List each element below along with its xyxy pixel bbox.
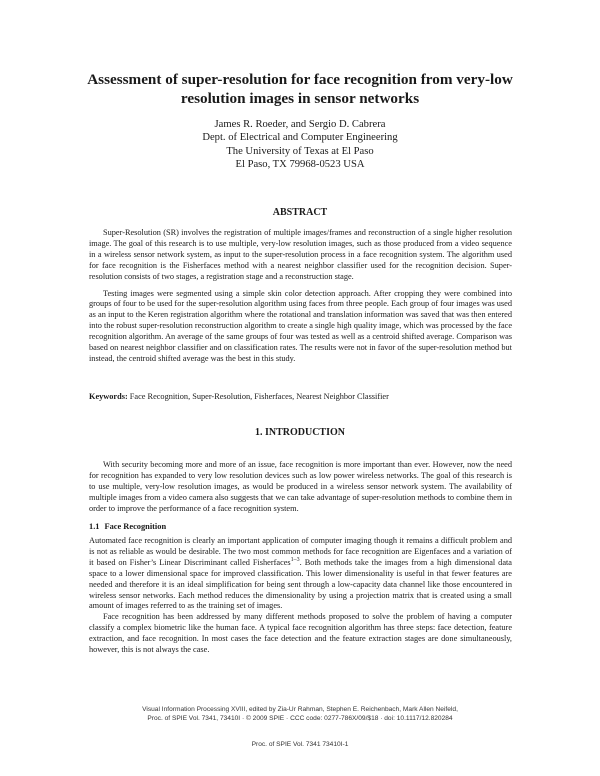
abstract-body [89,228,512,365]
section-1-1-heading [89,522,171,531]
author-block [100,118,500,172]
introduction-paragraph: With security becoming more and more of an issue, face recognition is more important than ever. However, now the need for recognition has expanded to very low resolution devices such as low power wireless networks. The goal of this research is to use multiple, very-low resolution images, as would be produced in a wireless sensor network system. The availability of multiple images from a video camera also suggests that we can take advantage of super-resolution methods to combine them in order to improve the performance of a face recognition system. [89,460,512,513]
author-university: The University of Texas at El Paso [226,145,374,157]
section-number: 1.1 [89,522,100,531]
footer-line: Proc. of SPIE Vol. 7341, 73410I · © 2009 SPIE · CCC code: 0277-786X/09/$18 · doi: 10.1117/12.820284 [147,715,453,722]
keywords-text: Face Recognition, Super-Resolution, Fisherfaces, Nearest Neighbor Classifier [127,392,389,401]
keywords-label: Keywords: [89,392,128,401]
section-title: Face Recognition [104,522,167,531]
author-department: Dept. of Electrical and Computer Engineering [202,132,398,144]
author-address: El Paso, TX 79968-0523 USA [235,159,365,171]
section-1-1-body [89,536,512,656]
introduction-heading: 1. INTRODUCTION [254,427,345,438]
abstract-paragraph: Super-Resolution (SR) involves the registration of multiple images/frames and reconstruction of a single higher resolution image. The goal of this research is to use multiple, very-low resolution images, such as those produced from a video sequence in a wireless sensor network system, as input to the super-resolution process in a face recognition system. The algorithm used for face recognition is the Fisherfaces method with a nearest neighbor classifier used for the recognition decision. Super-resolution consists of two stages, a registration stage and a reconstruction stage. [89,228,512,281]
paragraph-text: . Both methods take the images from a high dimensional data space to a lower dimensional space for improved classification. This lower dimensionality is useful in that fewer features are needed and therefore it is an ideal simplification for being sent through a low-capacity data channel like those encountered in wireless sensor networks. Each method reduces the dimensionality by using a projection matrix that is created using a small amount of images referred to as the training set of images. [89,557,512,611]
introduction-body [89,460,512,515]
abstract-paragraph: Testing images were segmented using a simple skin color detection approach. After cropping they were combined into groups of four to be used for the super-resolution algorithm using faces from three people. Each group of four images was used as an input to the Keren registration algorithm where the rotational and translation information was saved that was then entered into the robust super-resolution reconstruction algorithm to create a single high quality image, which was processed by the face recognition algorithm. An average of the same groups of four was tested as well as a centroid shifted average. Comparison was based on nearest neighbor classifier and on classification rates. The results were not in favor of the super-resolution method but instead, the centroid shifted average was the best in this study. [89,288,512,363]
section-paragraph: Face recognition has been addressed by many different methods proposed to solve the problem of having a computer classify a complex biometric like the human face. A typical face recognition algorithm has three steps: face detection, feature extraction, and face recognition. In most cases the face detection and the feature extraction stages are done simultaneously, however, this is not always the case. [89,612,512,655]
paper-title: Assessment of super-resolution for face recognition from very-low resolution images in sensor networks [87,71,513,107]
keywords-line [89,392,512,403]
abstract-heading: ABSTRACT [272,207,328,218]
publication-footer [60,705,540,723]
author-names: James R. Roeder, and Sergio D. Cabrera [214,119,386,130]
citation-ref: 1–3 [290,557,300,564]
paragraph-text: Automated face recognition is clearly an important application of computer imaging though it remains a difficult problem and is not as reliable as would be desirable. The two most common methods for face recognition are Eigenfaces and a variation of it based on Fisher’s Linear Discriminant called Fisherfaces [89,536,512,567]
footer-line: Visual Information Processing XVIII, edited by Zia-Ur Rahman, Stephen E. Reichenbach, Mark Allen Neifeld, [142,706,458,713]
page-number: Proc. of SPIE Vol. 7341 73410I-1 [251,741,349,748]
section-paragraph [89,536,512,612]
